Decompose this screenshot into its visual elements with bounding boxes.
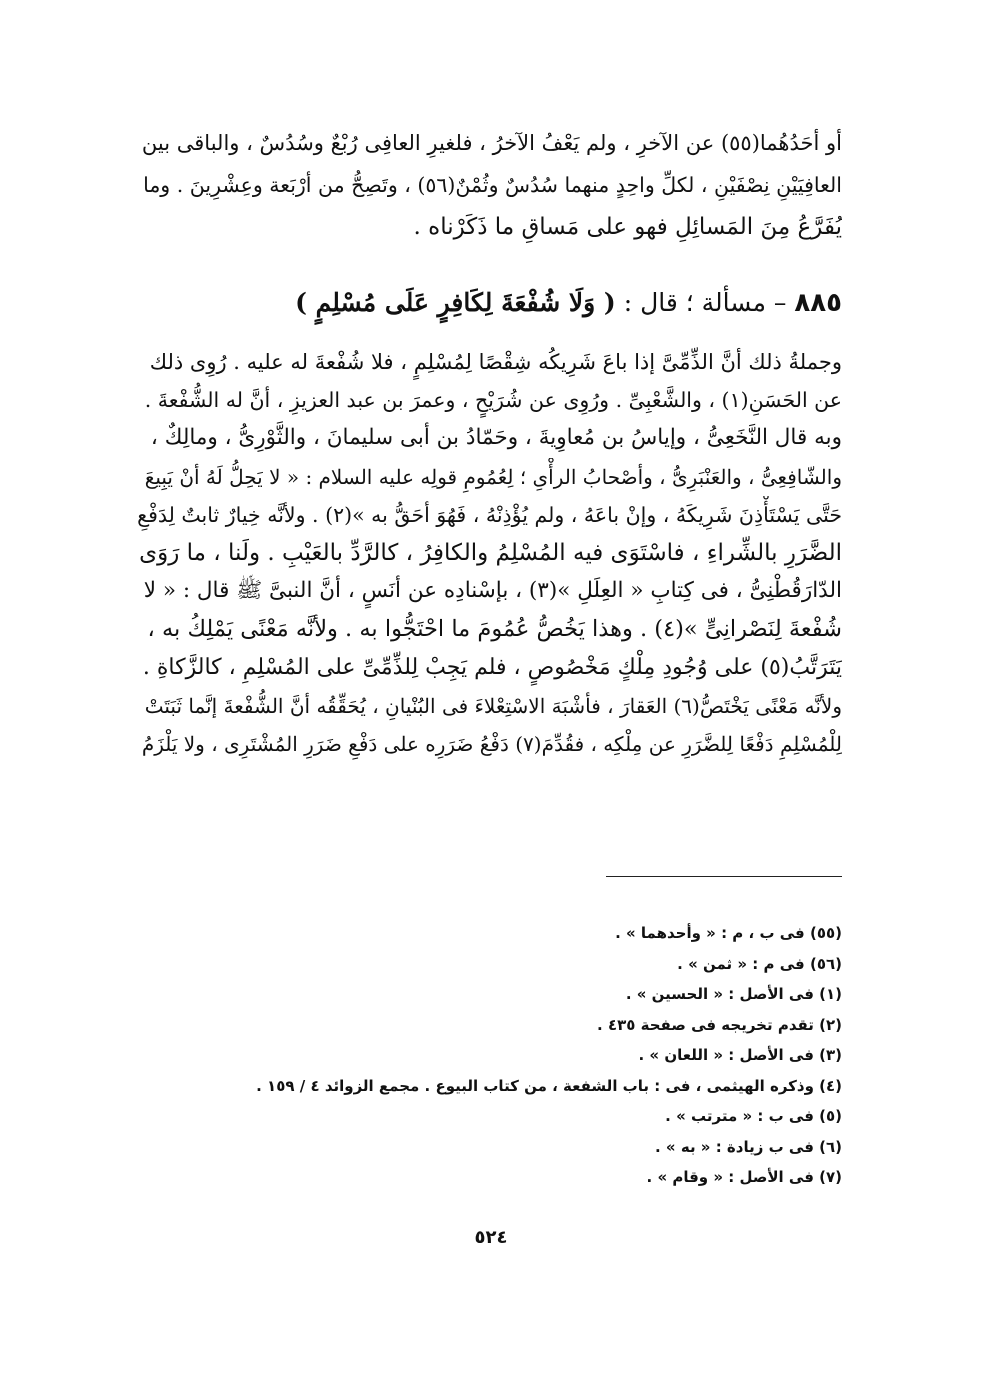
text-line: أو أحَدُهُما(٥٥) عن الآخرِ ، ولم يَعْفُ الآخرُ ، فلغيرِ العافِى رُبْعٌ وسُدُسٌ ، والباقى بين [141,131,842,155]
footnote: (٢) تقدم تخريجه فى صفحة ٤٣٥ . [597,1015,842,1034]
footnote: (١) فى الأصل : « الحسين » . [625,985,842,1003]
footnote: (٣) فى الأصل : « اللعان » . [638,1046,842,1064]
footnote: (٦) فى ب زيادة : « به » . [655,1137,842,1156]
text-line: الدّارَقُطْنِىُّ ، فى كِتابِ « العِلَلِ »(٣) ، بإسْنادِه عن أنَسٍ ، أنَّ النبىَّ ﷺ قال : « لا [143,578,842,604]
footnotes [137,918,842,1193]
text-line: وجملةُ ذلك أنَّ الذِّمِّىَّ إذا باعَ شَرِيكُه شِقْصًا لِمُسْلِمٍ ، فلا شُفْعةَ له عليه . رُوِى ذلك [149,350,842,374]
text-line: والشّافِعِىُّ ، والعَنْبَرِىُّ ، وأصْحابُ الرأْىِ ؛ لِعُمُومِ قولِه عليه السلام : « لا يَحِلُّ لَهُ أنْ يَبِيعَ [144,464,842,489]
body-paragraph [137,343,842,763]
text-line: الضَّرَرِ بالشِّراءِ ، فاسْتَوَى فيه المُسْلِمُ والكافِرُ ، كالرَّدِّ بالعَيْبِ . ولَنا ، ما رَوَى [139,539,842,566]
footnote: (٤) وذكره الهيثمى ، فى : باب الشفعة ، من كتاب البيوع . مجمع الزوائد ٤ / ١٥٩ . [256,1076,842,1095]
section-heading [137,278,842,328]
intro-paragraph [137,122,842,248]
text-line: يَتَرَتَّبُ(٥) على وُجُودِ مِلْكٍ مَخْصُوصٍ ، فلم يَجِبْ لِلذِّمِّىِّ على المُسْلِمِ ، كالزَّكاةِ . [142,654,842,680]
text-line: ولأنَّه مَعْنًى يَخْتَصُّ(٦) العَقارَ ، فأشْبَهَ الاسْتِعْلاءَ فى البُنْيانِ ، يُحَقِّقُه أنَّ الشُّفْعةَ إنَّما ثَبَتَتْ [144,693,842,718]
text-line: يُفَرَّعُ مِنَ المَسائِلِ فهو على مَساقِ ما ذَكَرْناه . [413,214,842,240]
page-number: ٥٢٤ [474,1227,508,1248]
heading-prefix: – مسألة ؛ قال : [615,288,795,317]
footnote: (٧) فى الأصل : « وقام » . [646,1168,842,1186]
text-line: عن الحَسَنِ(١) ، والشَّعْبِىِّ . ورُوِى عن شُرَيْحٍ ، وعمرَ بن عبد العزيزِ ، أنَّ له الشُّفْعةَ . [144,388,842,413]
footnote: (٥٥) فى ب ، م : « وأحدهما » . [615,924,842,942]
text-line: وبه قال النَّخَعِىُّ ، وإياسُ بن مُعاوِيةَ ، وحَمّادُ بن أبى سليمانَ ، والثَّوْرِىُّ ، ومالِكٌ ، [150,425,842,451]
footnote: (٥) فى ب : « مترتب » . [665,1107,842,1125]
text-line: حَتَّى يَسْتَأْذِنَ شَرِيكَهُ ، وإنْ باعَهُ ، ولم يُؤْذِنْهُ ، فَهُوَ أحَقُّ به »(٢) . ولأنَّه خِيارٌ ثابتٌ لِدَفْعِ [137,502,842,527]
heading-quote: ( وَلَا شُفْعَةَ لِكَافِرٍ عَلَى مُسْلِمٍ ) [295,288,616,317]
footnote-divider [606,876,842,877]
footnote: (٥٦) فى م : « ثمن » . [677,954,842,973]
text-line: شُفْعةَ لِنَصْرانِىٍّ »(٤) . وهذا يَخُصُّ عُمُومَ ما احْتَجُّوا به . ولأنَّه مَعْنًى يَمْلِكُ به ، [147,616,842,643]
issue-number: ٨٨٥ [794,288,842,318]
text-line: العافِيَيْنِ نِصْفَيْنِ ، لكلِّ واحِدٍ منهما سُدُسٌ وثُمْنٌ(٥٦) ، وتَصِحُّ من أرْبَعة وعِشْرِينَ . وما [143,173,842,197]
text-line: لِلْمُسْلِمِ دَفْعًا لِلضَّرَرِ عن مِلْكِه ، فقُدِّمَ(٧) دَفْعُ ضَرَرِه على دَفْعِ ضَرَرِ المُشْتَرِى ، ولا يَلْزَمُ [141,731,842,756]
